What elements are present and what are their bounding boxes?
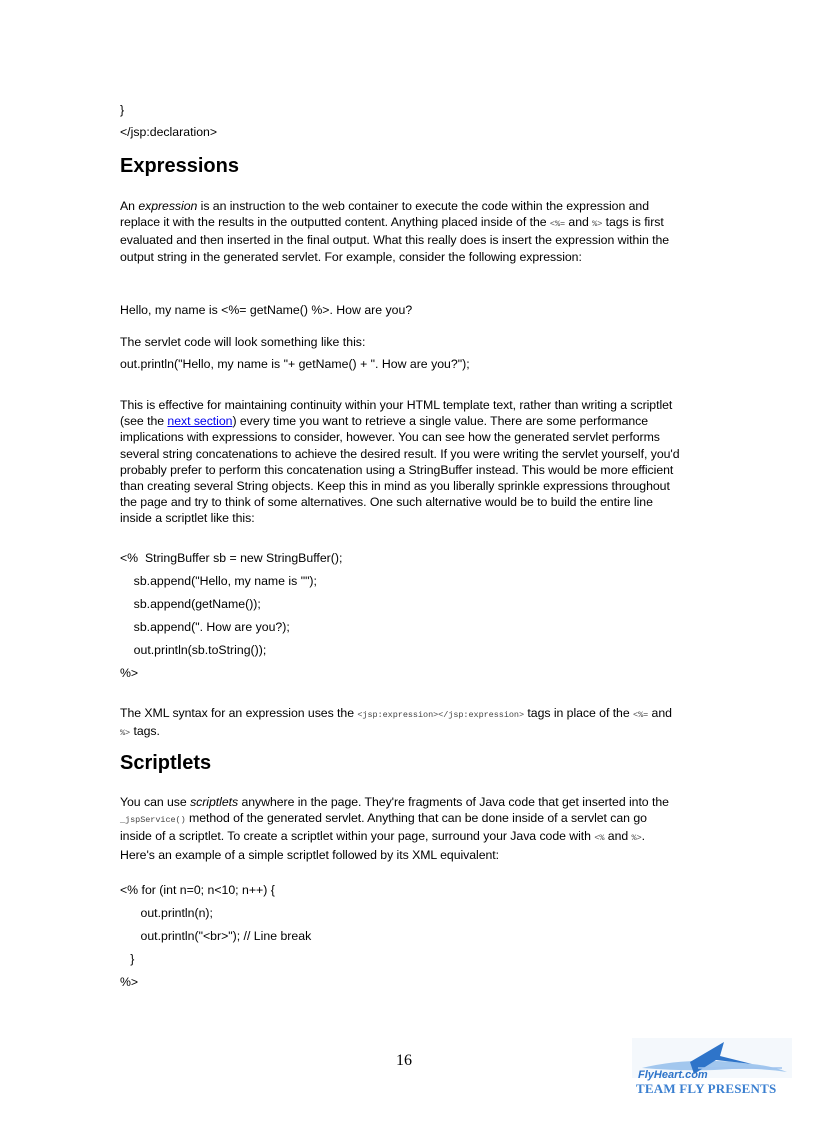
scriptlet-code-line-1: <% for (int n=0; n<10; n++) { (120, 883, 275, 897)
next-section-link[interactable]: next section (167, 414, 233, 429)
inline-tag-close: %> (592, 219, 603, 230)
code-line-4: sb.append(". How are you?); (120, 620, 290, 634)
expressions-paragraph-2: This is effective for maintaining continuity within your HTML template text, rather than writing a scriptlet (see the next section) every time you want to retrieve a single value. There are some performance implications with expressions to consider, however. You can see how the generated servlet performs several string concatenations to achieve the desired result. If you were writing the servlet yourself, you'd probably prefer to perform this concatenation using a StringBuffer instead. This would be more efficient than creating several String objects. Keep this in mind as you liberally sprinkle expressions throughout the page and try to think of some alternatives. One such alternative would be to build the entire line inside a scriptlet like this: (120, 398, 680, 526)
code-line-2: sb.append("Hello, my name is ""); (120, 574, 317, 588)
code-line-1: <% StringBuffer sb = new StringBuffer(); (120, 551, 343, 565)
scriptlet-code-line-4: } (120, 952, 135, 966)
logo-site-text: FlyHeart.com (638, 1069, 708, 1081)
code-line-3: sb.append(getName()); (120, 597, 261, 611)
scriptlets-paragraph-1: You can use scriptlets anywhere in the page. They're fragments of Java code that get inserted into the _jspService() method of the generated servlet. Anything that can be done inside of a servlet can go inside of a scriptlet. To create a scriptlet within your page, surround your Java code with <% and %>. Here's an example of a simple scriptlet followed by its XML equivalent: (120, 795, 669, 862)
code-line-5: out.println(sb.toString()); (120, 643, 267, 657)
code-line-6: %> (120, 666, 139, 680)
heading-expressions: Expressions (120, 155, 239, 177)
expressions-paragraph-1: An expression is an instruction to the web container to execute the code within the expression and replace it with the results in the outputted content. Anything placed inside of the <%= and %> tags is first evaluated and then inserted in the final output. What this really does is insert the expression within the output string in the generated servlet. For example, consider the following expression: (120, 199, 670, 264)
inline-tag-open: <%= (549, 219, 566, 230)
scriptlet-code-line-3: out.println("<br>"); // Line break (120, 929, 312, 943)
expression-example: Hello, my name is <%= getName() %>. How are you? (120, 303, 413, 317)
logo-tagline: TEAM FLY PRESENTS (636, 1081, 777, 1096)
inline-jsp-expression-tags: <jsp:expression></jsp:expression> (357, 710, 525, 720)
scriptlet-code-line-2: out.println(n); (120, 906, 213, 920)
term-scriptlets: scriptlets (190, 795, 239, 809)
heading-scriptlets: Scriptlets (120, 752, 212, 774)
code-brace: } (120, 103, 125, 117)
code-close-declaration: </jsp:declaration> (120, 125, 218, 139)
term-expression: expression (138, 199, 198, 213)
inline-jspservice: _jspService() (120, 815, 186, 826)
page-number: 16 (396, 1052, 412, 1069)
servlet-intro: The servlet code will look something like this: (120, 335, 366, 349)
servlet-code: out.println("Hello, my name is "+ getName() + ". How are you?"); (120, 357, 470, 371)
expressions-paragraph-3: The XML syntax for an expression uses the <jsp:expression></jsp:expression> tags in place of the <%= and %> tags. (120, 706, 672, 739)
scriptlet-code-line-5: %> (120, 975, 139, 989)
